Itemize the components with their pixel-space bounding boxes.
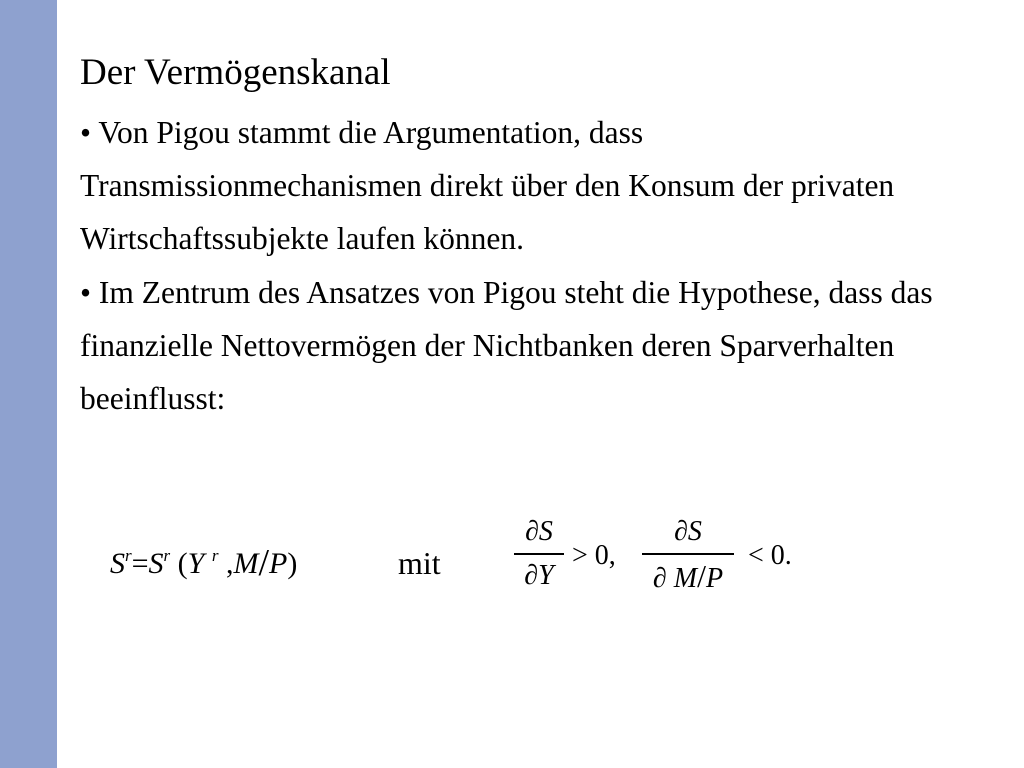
formula-lhs-symbol: S [110,547,125,580]
derivative-1-denominator: ∂Y [524,560,554,591]
bullet-pigou-hypothesis: • Im Zentrum des Ansatzes von Pigou steht die Hypothese, dass das finanzielle Nettovermögen der Nichtbanken deren Sparverhalten beeinflusst: [80,275,933,416]
formula-rhs-sup: r [163,546,171,565]
formula-comma: , [218,547,234,580]
derivative-1-relation: > 0, [572,540,616,571]
derivative-2-fraction-bar [642,553,734,555]
formula-close-paren: ) [287,547,298,580]
formula-open-paren: ( [177,547,188,580]
formula-arg-y-sup: r [211,546,219,565]
sidebar-accent-bar [0,0,57,768]
derivative-2-relation: < 0. [748,540,792,571]
derivative-wrt-income [514,513,564,595]
formula-arg-p: P [269,547,288,580]
derivative-wrt-real-money [642,513,734,598]
derivative-2-denominator [642,557,734,598]
derivative-1-numerator: ∂S [525,516,553,547]
formula-connector-mit: mit [398,545,441,581]
derivative-2-slash: / [697,558,706,594]
formula-slash: / [258,542,270,584]
derivative-2-partial: ∂ [652,563,667,594]
slide-title: Der Vermögenskanal [80,52,391,93]
bullet-pigou-argument: • Von Pigou stammt die Argumentation, dass Transmissionmechanismen direkt über den Konsum der privaten Wirtschaftssubjekte laufen können. [80,115,895,256]
formula-arg-y: Y [187,547,205,580]
formula-rhs-symbol: S [148,547,164,580]
formula-arg-m: M [233,547,259,580]
derivative-2-numerator: ∂S [674,516,702,547]
derivative-1-fraction-bar [514,553,564,555]
derivative-2-m: M [673,563,698,594]
formula-lhs-sup: r [125,546,132,565]
formula-equals: = [131,547,149,580]
savings-function-formula [110,543,297,584]
derivative-2-p: P [705,563,724,594]
